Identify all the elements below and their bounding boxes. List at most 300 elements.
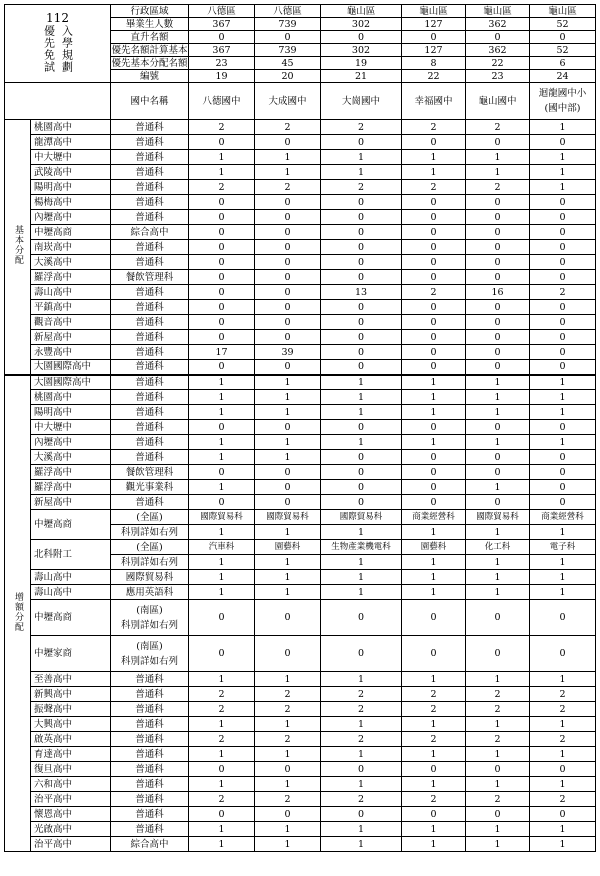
allocation-value: 1 (321, 390, 402, 405)
allocation-row (5, 330, 596, 345)
allocation-value: 0 (255, 600, 321, 636)
allocation-value: 1 (402, 822, 466, 837)
allocation-value: 0 (530, 360, 596, 375)
allocation-value: 0 (466, 807, 530, 822)
junior-school-name: 大成國中 (255, 83, 321, 120)
allocation-row (5, 480, 596, 495)
junior-school-name: 八德國中 (189, 83, 255, 120)
allocation-value: 2 (321, 180, 402, 195)
allocation-value: 0 (402, 600, 466, 636)
allocation-value: 0 (255, 465, 321, 480)
allocation-value: 0 (530, 210, 596, 225)
high-school-name: 壽山高中 (31, 585, 111, 600)
department-region-cell (111, 636, 189, 672)
allocation-row (5, 270, 596, 285)
header-value: 367 (189, 44, 255, 57)
high-school-name: 龍潭高中 (31, 135, 111, 150)
allocation-value: 0 (402, 495, 466, 510)
header-value: 127 (402, 18, 466, 31)
allocation-value: 0 (530, 255, 596, 270)
allocation-row (5, 240, 596, 255)
allocation-value: 2 (402, 702, 466, 717)
allocation-value: 1 (189, 747, 255, 762)
department-name: 觀光事業科 (111, 480, 189, 495)
allocation-value: 0 (466, 315, 530, 330)
department-name: 國際貿易科 (189, 510, 255, 525)
allocation-row (5, 762, 596, 777)
allocation-row (5, 636, 596, 672)
allocation-value: 1 (466, 405, 530, 420)
high-school-name: 楊梅高中 (31, 195, 111, 210)
allocation-value: 0 (530, 240, 596, 255)
department-name: 生物產業機電科 (321, 540, 402, 555)
header-value: 0 (255, 31, 321, 44)
allocation-value: 0 (321, 465, 402, 480)
allocation-value: 1 (255, 165, 321, 180)
allocation-value: 1 (189, 150, 255, 165)
high-school-name: 新屋高中 (31, 495, 111, 510)
allocation-value: 2 (321, 732, 402, 747)
allocation-value: 1 (530, 777, 596, 792)
allocation-value: 1 (466, 570, 530, 585)
allocation-value: 0 (189, 495, 255, 510)
header-value: 八德區 (189, 5, 255, 18)
department-name: 餐飲管理科 (111, 270, 189, 285)
title-year: 112 (46, 11, 69, 25)
allocation-value: 2 (255, 702, 321, 717)
high-school-name: 中壢高商 (31, 510, 111, 540)
allocation-value: 17 (189, 345, 255, 360)
allocation-value: 0 (530, 465, 596, 480)
junior-school-name-sub: (國中部) (544, 103, 581, 114)
header-value: 20 (255, 70, 321, 83)
department-name: 化工科 (466, 540, 530, 555)
allocation-value: 0 (321, 480, 402, 495)
allocation-value: 0 (189, 315, 255, 330)
header-value: 45 (255, 57, 321, 70)
allocation-value: 0 (255, 195, 321, 210)
header-value: 龜山區 (530, 5, 596, 18)
allocation-value: 2 (402, 792, 466, 807)
header-label: 直升名額 (111, 31, 189, 44)
department-region: (全區) (111, 540, 189, 555)
allocation-row (5, 165, 596, 180)
allocation-value: 2 (321, 792, 402, 807)
junior-name-row (5, 83, 596, 120)
allocation-value: 1 (530, 180, 596, 195)
allocation-value: 1 (402, 717, 466, 732)
header-value: 367 (189, 18, 255, 31)
high-school-name: 中大壢中 (31, 420, 111, 435)
high-school-name: 陽明高中 (31, 405, 111, 420)
allocation-value: 2 (189, 120, 255, 135)
department-name: 普通科 (111, 195, 189, 210)
department-name: 普通科 (111, 822, 189, 837)
allocation-value: 1 (189, 585, 255, 600)
allocation-value: 0 (402, 330, 466, 345)
allocation-value: 1 (530, 390, 596, 405)
department-name: 普通科 (111, 420, 189, 435)
allocation-value: 0 (402, 807, 466, 822)
allocation-value: 0 (321, 495, 402, 510)
allocation-value: 0 (530, 807, 596, 822)
allocation-value: 1 (255, 390, 321, 405)
allocation-value: 1 (321, 570, 402, 585)
allocation-value: 0 (530, 636, 596, 672)
allocation-value: 1 (466, 717, 530, 732)
allocation-value: 0 (189, 210, 255, 225)
header-value: 23 (189, 57, 255, 70)
department-name: 普通科 (111, 747, 189, 762)
allocation-value: 1 (321, 822, 402, 837)
allocation-value: 0 (255, 135, 321, 150)
department-name: 普通科 (111, 285, 189, 300)
header-value: 0 (402, 31, 466, 44)
header-value: 0 (530, 31, 596, 44)
department-name: 園藝科 (402, 540, 466, 555)
allocation-value: 0 (189, 285, 255, 300)
allocation-value: 0 (402, 270, 466, 285)
allocation-value: 0 (402, 315, 466, 330)
allocation-value: 1 (530, 405, 596, 420)
allocation-value: 1 (466, 555, 530, 570)
high-school-name: 羅浮高中 (31, 465, 111, 480)
allocation-row (5, 570, 596, 585)
allocation-value: 2 (402, 687, 466, 702)
allocation-value: 1 (402, 375, 466, 390)
allocation-value: 0 (402, 300, 466, 315)
allocation-value: 1 (402, 390, 466, 405)
allocation-value: 1 (321, 405, 402, 420)
allocation-value: 1 (530, 570, 596, 585)
allocation-row (5, 747, 596, 762)
allocation-row (5, 435, 596, 450)
allocation-value: 0 (402, 480, 466, 495)
allocation-value: 2 (466, 792, 530, 807)
allocation-row (5, 792, 596, 807)
allocation-value: 1 (189, 405, 255, 420)
allocation-value: 0 (466, 135, 530, 150)
allocation-value: 1 (530, 585, 596, 600)
allocation-value: 1 (189, 672, 255, 687)
allocation-row (5, 135, 596, 150)
high-school-name: 內壢高中 (31, 435, 111, 450)
allocation-row (5, 687, 596, 702)
header-value: 21 (321, 70, 402, 83)
document-title (5, 5, 111, 83)
header-value: 127 (402, 44, 466, 57)
allocation-row (5, 465, 596, 480)
department-name: 綜合高中 (111, 225, 189, 240)
department-name: 普通科 (111, 165, 189, 180)
allocation-row (5, 717, 596, 732)
allocation-row (5, 120, 596, 135)
allocation-value: 1 (530, 150, 596, 165)
allocation-value: 1 (530, 747, 596, 762)
allocation-value: 2 (466, 687, 530, 702)
allocation-value: 1 (530, 120, 596, 135)
department-name: 普通科 (111, 672, 189, 687)
allocation-value: 1 (255, 525, 321, 540)
header-label: 編號 (111, 70, 189, 83)
high-school-name: 陽明高中 (31, 180, 111, 195)
allocation-value: 0 (189, 360, 255, 375)
department-name: 普通科 (111, 405, 189, 420)
allocation-value: 0 (530, 420, 596, 435)
high-school-name: 武陵高中 (31, 165, 111, 180)
department-name: 普通科 (111, 300, 189, 315)
allocation-value: 2 (255, 120, 321, 135)
allocation-value: 0 (321, 255, 402, 270)
allocation-value: 0 (466, 210, 530, 225)
department-note: 科別詳如右列 (120, 619, 178, 631)
high-school-name: 大園國際高中 (31, 375, 111, 390)
section-basic-label (5, 120, 31, 375)
allocation-value: 0 (255, 240, 321, 255)
department-name: 商業經營科 (402, 510, 466, 525)
allocation-row (5, 345, 596, 360)
allocation-value: 0 (466, 225, 530, 240)
allocation-row (5, 837, 596, 852)
allocation-row (5, 450, 596, 465)
header-value: 302 (321, 44, 402, 57)
allocation-value: 0 (466, 762, 530, 777)
high-school-name: 至善高中 (31, 672, 111, 687)
department-name: 商業經營科 (530, 510, 596, 525)
department-name: 餐飲管理科 (111, 465, 189, 480)
department-name: 普通科 (111, 495, 189, 510)
allocation-value: 0 (321, 300, 402, 315)
allocation-value: 0 (466, 270, 530, 285)
department-name: 普通科 (111, 345, 189, 360)
department-name: 國際貿易科 (255, 510, 321, 525)
high-school-name: 平鎮高中 (31, 300, 111, 315)
allocation-value: 1 (402, 555, 466, 570)
department-name: 普通科 (111, 180, 189, 195)
allocation-value: 1 (321, 777, 402, 792)
department-name: 普通科 (111, 762, 189, 777)
allocation-row (5, 777, 596, 792)
allocation-value: 1 (466, 747, 530, 762)
allocation-value: 2 (466, 702, 530, 717)
section-extra-label (5, 375, 31, 852)
department-name: 普通科 (111, 210, 189, 225)
allocation-row (5, 255, 596, 270)
allocation-value: 1 (530, 822, 596, 837)
allocation-value: 0 (402, 255, 466, 270)
allocation-value: 2 (402, 120, 466, 135)
high-school-name: 光啟高中 (31, 822, 111, 837)
allocation-value: 1 (466, 672, 530, 687)
allocation-value: 0 (402, 225, 466, 240)
allocation-value: 2 (321, 702, 402, 717)
allocation-value: 2 (189, 792, 255, 807)
allocation-row (5, 405, 596, 420)
junior-school-name (530, 83, 596, 120)
department-region-cell (111, 600, 189, 636)
department-name: 園藝科 (255, 540, 321, 555)
department-name: 普通科 (111, 732, 189, 747)
allocation-value: 0 (189, 330, 255, 345)
high-school-name: 治平高中 (31, 837, 111, 852)
allocation-value: 2 (321, 687, 402, 702)
allocation-value: 0 (530, 300, 596, 315)
allocation-value: 0 (321, 636, 402, 672)
allocation-value: 0 (466, 345, 530, 360)
header-value: 362 (466, 44, 530, 57)
allocation-value: 1 (530, 435, 596, 450)
allocation-value: 0 (530, 345, 596, 360)
allocation-value: 0 (530, 762, 596, 777)
allocation-value: 1 (255, 435, 321, 450)
allocation-value: 0 (321, 270, 402, 285)
header-value: 8 (402, 57, 466, 70)
allocation-value: 0 (402, 240, 466, 255)
allocation-value: 0 (466, 300, 530, 315)
high-school-name: 觀音高中 (31, 315, 111, 330)
allocation-value: 2 (189, 687, 255, 702)
junior-school-name: 幸福國中 (402, 83, 466, 120)
high-school-name: 中壢高商 (31, 600, 111, 636)
allocation-value: 1 (402, 747, 466, 762)
high-school-name: 羅浮高中 (31, 480, 111, 495)
allocation-value: 0 (189, 240, 255, 255)
allocation-value: 0 (530, 600, 596, 636)
department-name: 普通科 (111, 240, 189, 255)
section-basic-text: 基本分配 (13, 225, 23, 266)
header-value: 24 (530, 70, 596, 83)
allocation-value: 1 (402, 585, 466, 600)
allocation-value: 0 (402, 762, 466, 777)
allocation-value: 1 (321, 747, 402, 762)
allocation-value: 0 (189, 636, 255, 672)
allocation-value: 0 (530, 315, 596, 330)
allocation-value: 0 (321, 195, 402, 210)
allocation-row (5, 732, 596, 747)
allocation-value: 1 (255, 672, 321, 687)
allocation-value: 1 (466, 837, 530, 852)
allocation-value: 0 (402, 450, 466, 465)
header-value: 0 (189, 31, 255, 44)
department-name: 普通科 (111, 330, 189, 345)
allocation-value: 0 (255, 807, 321, 822)
allocation-value: 0 (255, 300, 321, 315)
allocation-value: 13 (321, 285, 402, 300)
high-school-name: 中壢高商 (31, 225, 111, 240)
allocation-value: 1 (530, 525, 596, 540)
department-name: 普通科 (111, 390, 189, 405)
header-value: 302 (321, 18, 402, 31)
allocation-value: 0 (402, 210, 466, 225)
allocation-value: 1 (402, 435, 466, 450)
allocation-value: 2 (530, 285, 596, 300)
allocation-value: 0 (530, 450, 596, 465)
allocation-value: 1 (321, 525, 402, 540)
allocation-row (5, 195, 596, 210)
allocation-value: 1 (530, 375, 596, 390)
allocation-row (5, 702, 596, 717)
department-region: (南區) (136, 604, 163, 616)
allocation-row (5, 315, 596, 330)
department-name: 普通科 (111, 375, 189, 390)
allocation-row (5, 600, 596, 636)
allocation-value: 1 (530, 555, 596, 570)
allocation-value: 0 (321, 225, 402, 240)
allocation-value: 1 (189, 480, 255, 495)
allocation-value: 1 (255, 150, 321, 165)
allocation-value: 1 (189, 450, 255, 465)
department-name: 普通科 (111, 792, 189, 807)
high-school-name: 懷恩高中 (31, 807, 111, 822)
allocation-value: 0 (466, 240, 530, 255)
department-name: 汽車科 (189, 540, 255, 555)
allocation-value: 0 (321, 210, 402, 225)
allocation-value: 1 (402, 405, 466, 420)
allocation-value: 1 (530, 165, 596, 180)
allocation-value: 2 (402, 285, 466, 300)
allocation-value: 0 (402, 195, 466, 210)
high-school-name: 永豐高中 (31, 345, 111, 360)
allocation-value: 1 (189, 375, 255, 390)
department-note: 科別詳如右列 (120, 655, 178, 667)
allocation-value: 1 (321, 585, 402, 600)
allocation-value: 1 (466, 480, 530, 495)
allocation-value: 1 (321, 837, 402, 852)
allocation-value: 2 (189, 702, 255, 717)
header-value: 龜山區 (466, 5, 530, 18)
department-note: 科別詳如右列 (111, 555, 189, 570)
high-school-name: 六和高中 (31, 777, 111, 792)
allocation-value: 0 (466, 465, 530, 480)
allocation-value: 2 (255, 180, 321, 195)
high-school-name: 內壢高中 (31, 210, 111, 225)
allocation-value: 0 (530, 495, 596, 510)
allocation-value: 0 (321, 135, 402, 150)
high-school-name: 桃園高中 (31, 390, 111, 405)
high-school-name: 中壢家商 (31, 636, 111, 672)
allocation-value: 0 (466, 255, 530, 270)
allocation-value: 0 (255, 285, 321, 300)
allocation-value: 0 (402, 420, 466, 435)
allocation-value: 1 (466, 390, 530, 405)
allocation-value: 2 (402, 732, 466, 747)
allocation-value: 1 (255, 555, 321, 570)
allocation-value: 1 (402, 837, 466, 852)
allocation-value: 1 (321, 555, 402, 570)
header-value: 龜山區 (321, 5, 402, 18)
header-value: 0 (466, 31, 530, 44)
allocation-value: 0 (530, 480, 596, 495)
header-value: 龜山區 (402, 5, 466, 18)
allocation-value: 1 (189, 165, 255, 180)
header-label: 行政區域 (111, 5, 189, 18)
allocation-value: 1 (402, 777, 466, 792)
allocation-value: 1 (402, 165, 466, 180)
allocation-value: 2 (466, 180, 530, 195)
department-name: 普通科 (111, 135, 189, 150)
allocation-row (5, 285, 596, 300)
allocation-value: 2 (530, 687, 596, 702)
allocation-value: 1 (530, 717, 596, 732)
header-value: 22 (466, 57, 530, 70)
allocation-value: 1 (321, 165, 402, 180)
allocation-value: 0 (466, 420, 530, 435)
allocation-value: 0 (530, 225, 596, 240)
allocation-value: 0 (402, 360, 466, 375)
high-school-name: 大園國際高中 (31, 360, 111, 375)
department-region: (南區) (136, 640, 163, 652)
allocation-row (5, 672, 596, 687)
